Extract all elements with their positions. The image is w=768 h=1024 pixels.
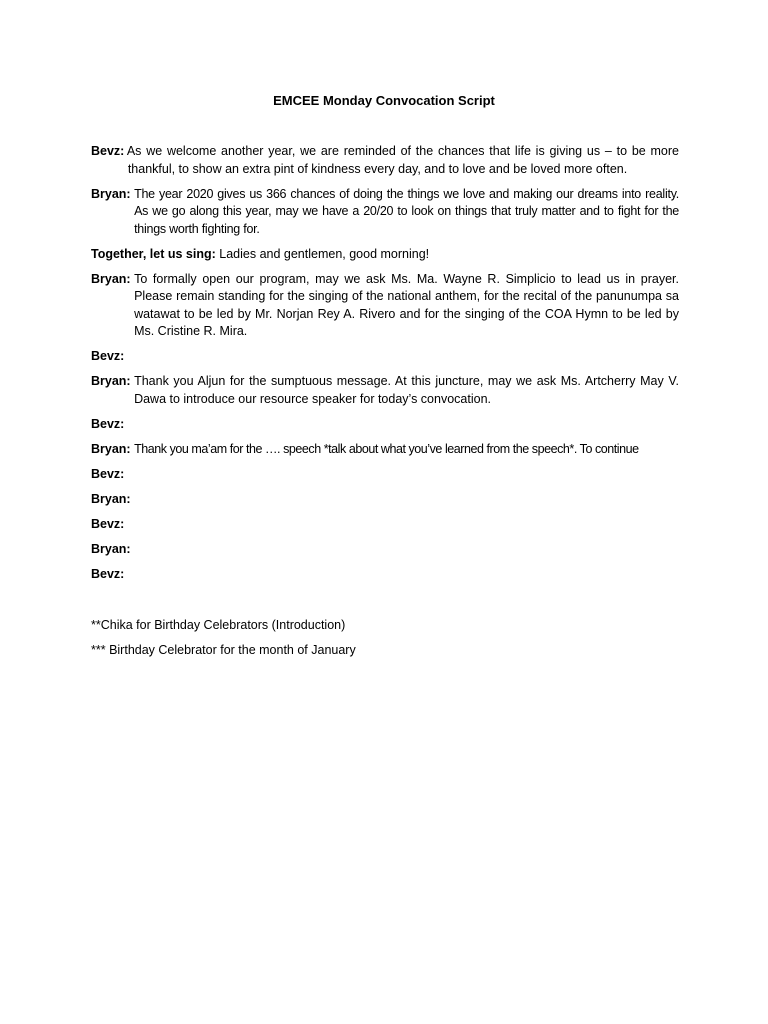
line-text: Thank you Aljun for the sumptuous message. At this juncture, may we ask Ms. Artcherry May V. Dawa to introduce our resource speaker for today’s convocation. bbox=[134, 374, 679, 406]
speaker-label: Bryan: bbox=[91, 491, 131, 506]
script-line bbox=[91, 466, 679, 484]
speaker-label: Bevz: bbox=[91, 566, 125, 581]
speaker-label: Bryan: bbox=[91, 541, 131, 556]
notes-section bbox=[91, 617, 356, 667]
speaker-label: Bryan: bbox=[91, 186, 131, 201]
script-line bbox=[91, 143, 679, 178]
speaker-label: Bevz: bbox=[91, 416, 125, 431]
speaker-label: Bryan: bbox=[91, 271, 131, 286]
line-text: As we welcome another year, we are reminded of the chances that life is giving us – to be more thankful, to show an extra pint of kindness every day, and to love and be loved more often. bbox=[126, 144, 679, 176]
script-line bbox=[91, 491, 679, 509]
script-line bbox=[91, 373, 679, 408]
speaker-label: Bryan: bbox=[91, 441, 131, 456]
script-line bbox=[91, 566, 679, 584]
speaker-label: Bevz: bbox=[91, 516, 125, 531]
speaker-label: Bevz: bbox=[91, 349, 125, 363]
script-body bbox=[91, 143, 679, 591]
speaker-label: Bryan: bbox=[91, 374, 131, 388]
script-line bbox=[91, 271, 679, 341]
script-line bbox=[91, 541, 679, 559]
line-text: Ladies and gentlemen, good morning! bbox=[219, 246, 430, 261]
speaker-label: Together, let us sing: bbox=[91, 246, 216, 261]
script-line bbox=[91, 246, 679, 264]
script-line bbox=[91, 516, 679, 534]
script-line bbox=[91, 416, 679, 434]
speaker-label: Bevz: bbox=[91, 466, 125, 481]
line-text: The year 2020 gives us 366 chances of doing the things we love and making our dreams into reality. As we go along this year, may we have a 20/20 to look on things that truly matter and to fight for the things worth fighting for. bbox=[134, 186, 679, 236]
note-item: **Chika for Birthday Celebrators (Introduction) bbox=[91, 618, 346, 632]
script-line bbox=[91, 186, 679, 239]
speaker-label: Bevz: bbox=[91, 144, 125, 158]
line-text: Thank you ma’am for the …. speech *talk about what you’ve learned from the speech*. To continue bbox=[134, 441, 639, 456]
note-item: *** Birthday Celebrator for the month of January bbox=[91, 643, 356, 657]
script-line bbox=[91, 348, 679, 366]
line-text: To formally open our program, may we ask Ms. Ma. Wayne R. Simplicio to lead us in prayer. Please remain standing for the singing of the national anthem, for the recital of the panunumpa sa watawat to be led by Mr. Norjan Rey A. Rivero and for the singing of the COA Hymn to be led by Ms. Cristine R. Mira. bbox=[134, 271, 679, 338]
script-line bbox=[91, 441, 679, 459]
document-title: EMCEE Monday Convocation Script bbox=[273, 93, 495, 108]
